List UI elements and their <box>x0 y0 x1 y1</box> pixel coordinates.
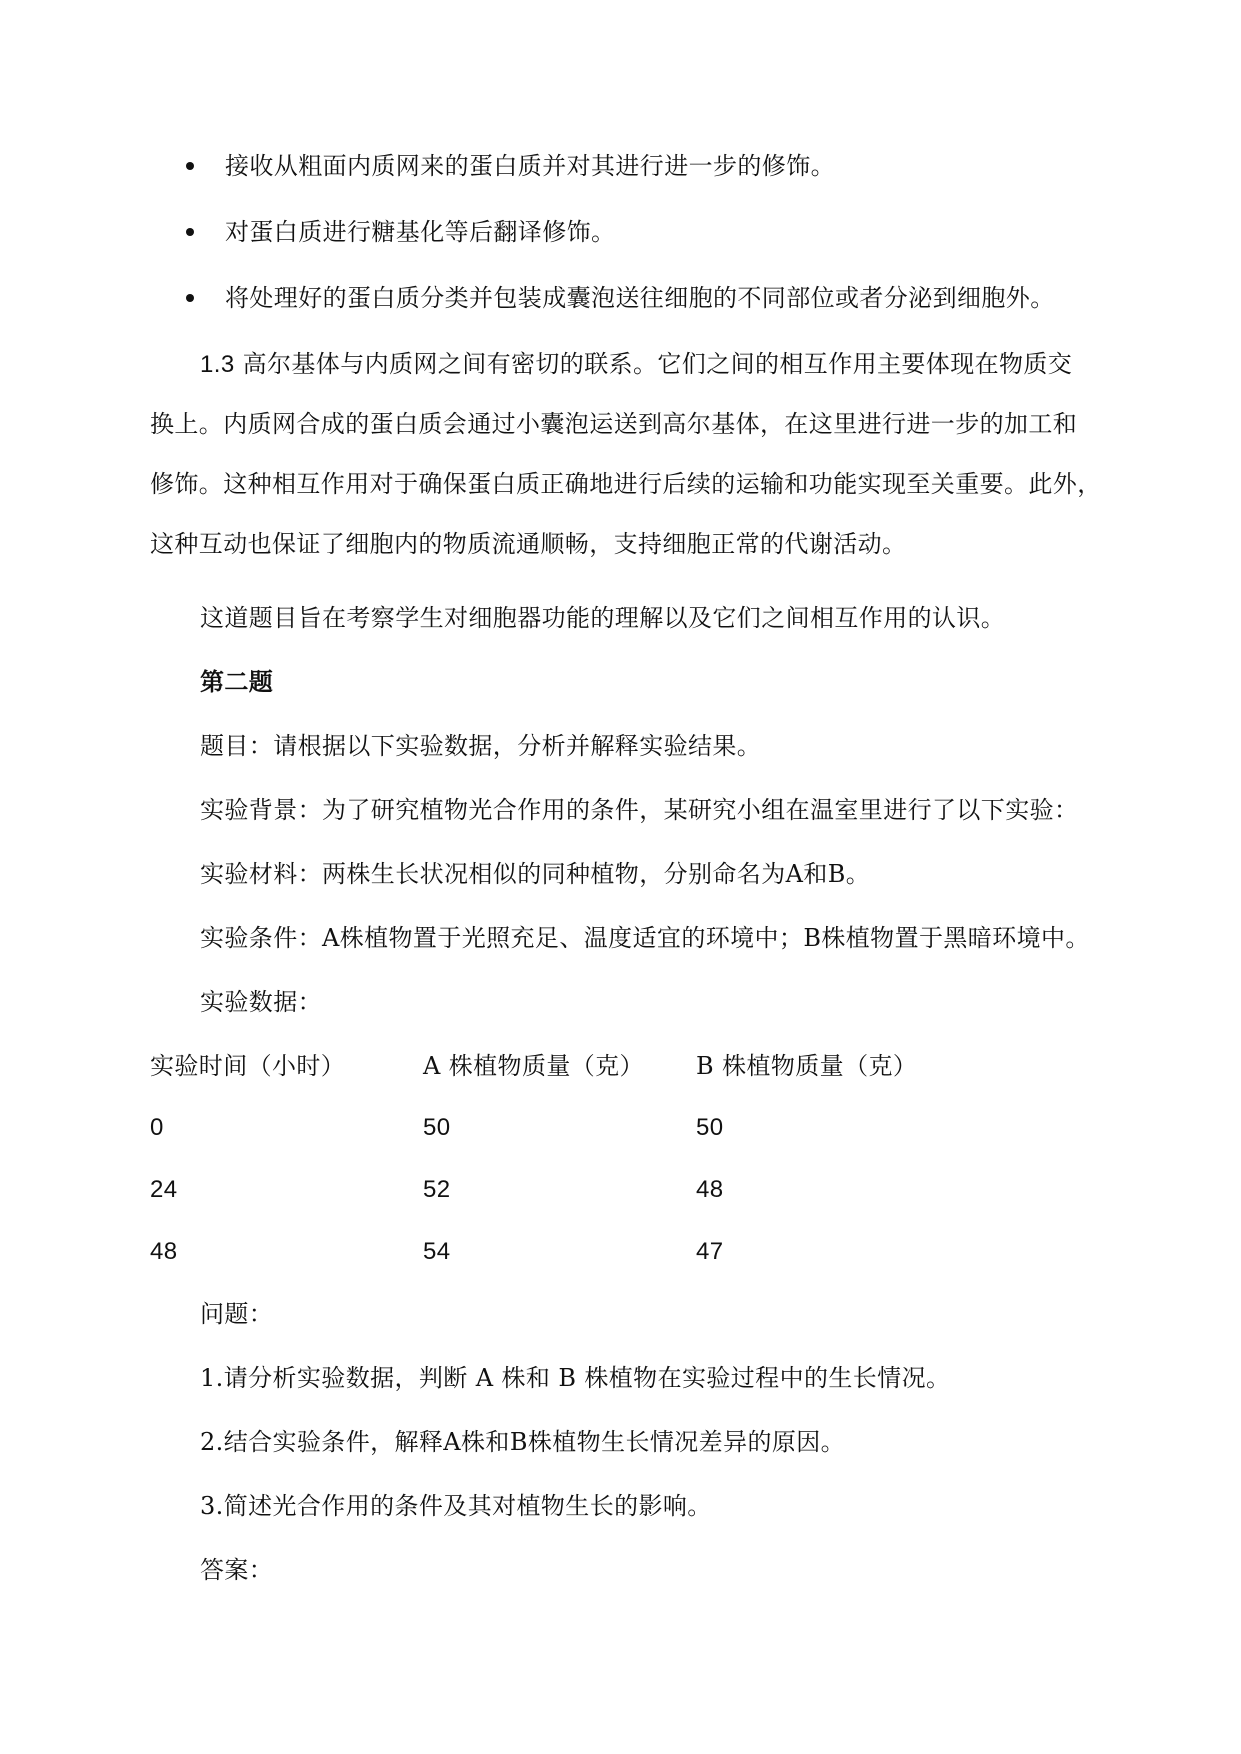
experiment-data-label: 实验数据： <box>200 988 322 1016</box>
table-cell: 52 <box>423 1176 451 1203</box>
table-cell: 0 <box>150 1114 164 1141</box>
bullet-dot <box>186 294 194 302</box>
section-number: 1.3 <box>200 351 235 378</box>
experiment-background: 实验背景：为了研究植物光合作用的条件，某研究小组在温室里进行了以下实验： <box>200 796 1079 824</box>
question-prompt: 题目：请根据以下实验数据，分析并解释实验结果。 <box>200 732 762 760</box>
table-header: 实验时间（小时） <box>150 1052 346 1080</box>
table-cell: 48 <box>150 1238 178 1265</box>
table-header: A 株植物质量（克） <box>423 1052 644 1080</box>
table-header: B 株植物质量（克） <box>696 1052 918 1080</box>
table-cell: 50 <box>696 1114 724 1141</box>
bullet-item: 对蛋白质进行糖基化等后翻译修饰。 <box>225 218 616 246</box>
questions-label: 问题： <box>200 1300 274 1328</box>
bullet-item: 将处理好的蛋白质分类并包装成囊泡送往细胞的不同部位或者分泌到细胞外。 <box>225 284 1055 312</box>
paragraph-line <box>200 346 1072 383</box>
summary-text: 这道题目旨在考察学生对细胞器功能的理解以及它们之间相互作用的认识。 <box>200 604 1006 632</box>
question-item: 1.请分析实验数据，判断 A 株和 B 株植物在实验过程中的生长情况。 <box>200 1364 951 1392</box>
table-cell: 54 <box>423 1238 451 1265</box>
experiment-materials: 实验材料：两株生长状况相似的同种植物，分别命名为A和B。 <box>200 860 871 888</box>
question-item: 3.简述光合作用的条件及其对植物生长的影响。 <box>200 1492 712 1520</box>
bullet-item: 接收从粗面内质网来的蛋白质并对其进行进一步的修饰。 <box>225 152 835 180</box>
bullet-dot <box>186 228 194 236</box>
paragraph-line: 这种互动也保证了细胞内的物质流通顺畅，支持细胞正常的代谢活动。 <box>150 530 907 558</box>
paragraph-line: 修饰。这种相互作用对于确保蛋白质正确地进行后续的运输和功能实现至关重要。此外， <box>150 470 1102 498</box>
answer-label: 答案： <box>200 1556 274 1584</box>
experiment-conditions: 实验条件：A株植物置于光照充足、温度适宜的环境中；B株植物置于黑暗环境中。 <box>200 924 1090 952</box>
question-heading: 第二题 <box>200 667 274 696</box>
table-cell: 50 <box>423 1114 451 1141</box>
table-cell: 47 <box>696 1238 724 1265</box>
bullet-dot <box>186 162 194 170</box>
paragraph-text: 高尔基体与内质网之间有密切的联系。它们之间的相互作用主要体现在物质交 <box>242 350 1073 378</box>
question-item: 2.结合实验条件，解释A株和B株植物生长情况差异的原因。 <box>200 1428 846 1456</box>
table-cell: 24 <box>150 1176 178 1203</box>
paragraph-line: 换上。内质网合成的蛋白质会通过小囊泡运送到高尔基体，在这里进行进一步的加工和 <box>150 410 1078 438</box>
table-cell: 48 <box>696 1176 724 1203</box>
